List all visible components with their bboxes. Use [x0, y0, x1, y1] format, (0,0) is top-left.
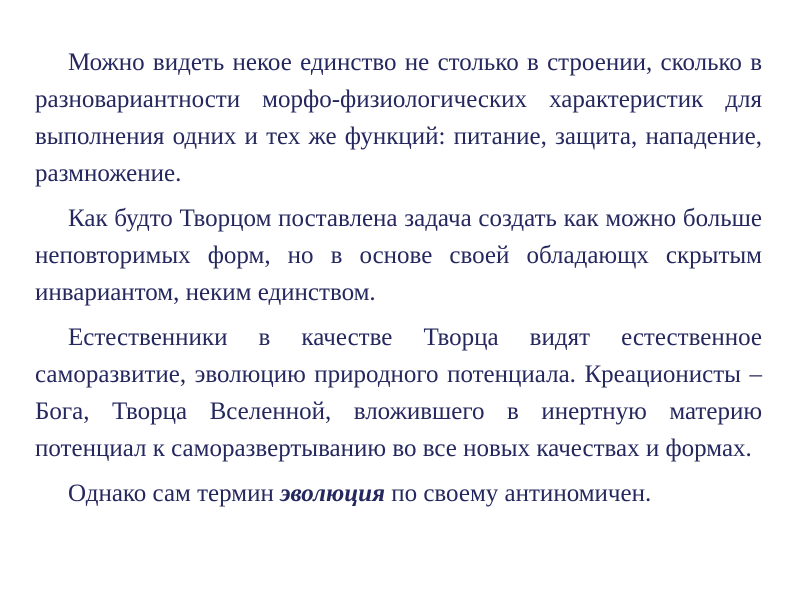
evolution-term-emphasis: эволюция [280, 480, 385, 507]
paragraph-unity: Можно видеть некое единство не столько в строении, сколько в разновариантности морфо-физиологических характеристик для выполнения одних и тех же функций: питание, защита, нападение, размножение. [35, 49, 762, 187]
evolution-text-before: Однако сам термин [68, 480, 281, 507]
paragraph-naturalists-creationists: Естественники в качестве Творца видят естественное саморазвитие, эволюцию природного потенциала. Креационисты – Бога, Творца Вселенной, вложившего в инертную материю потенциал к саморазвертыванию во все новых качествах и формах. [35, 324, 762, 462]
paragraph-creator-task: Как будто Творцом поставлена задача создать как можно больше неповторимых форм, но в основе своей обладающх скрытым инвариантом, неким единством. [35, 205, 762, 306]
evolution-text-after: по своему антиномичен. [384, 480, 652, 507]
paragraph-evolution-term [35, 475, 762, 512]
